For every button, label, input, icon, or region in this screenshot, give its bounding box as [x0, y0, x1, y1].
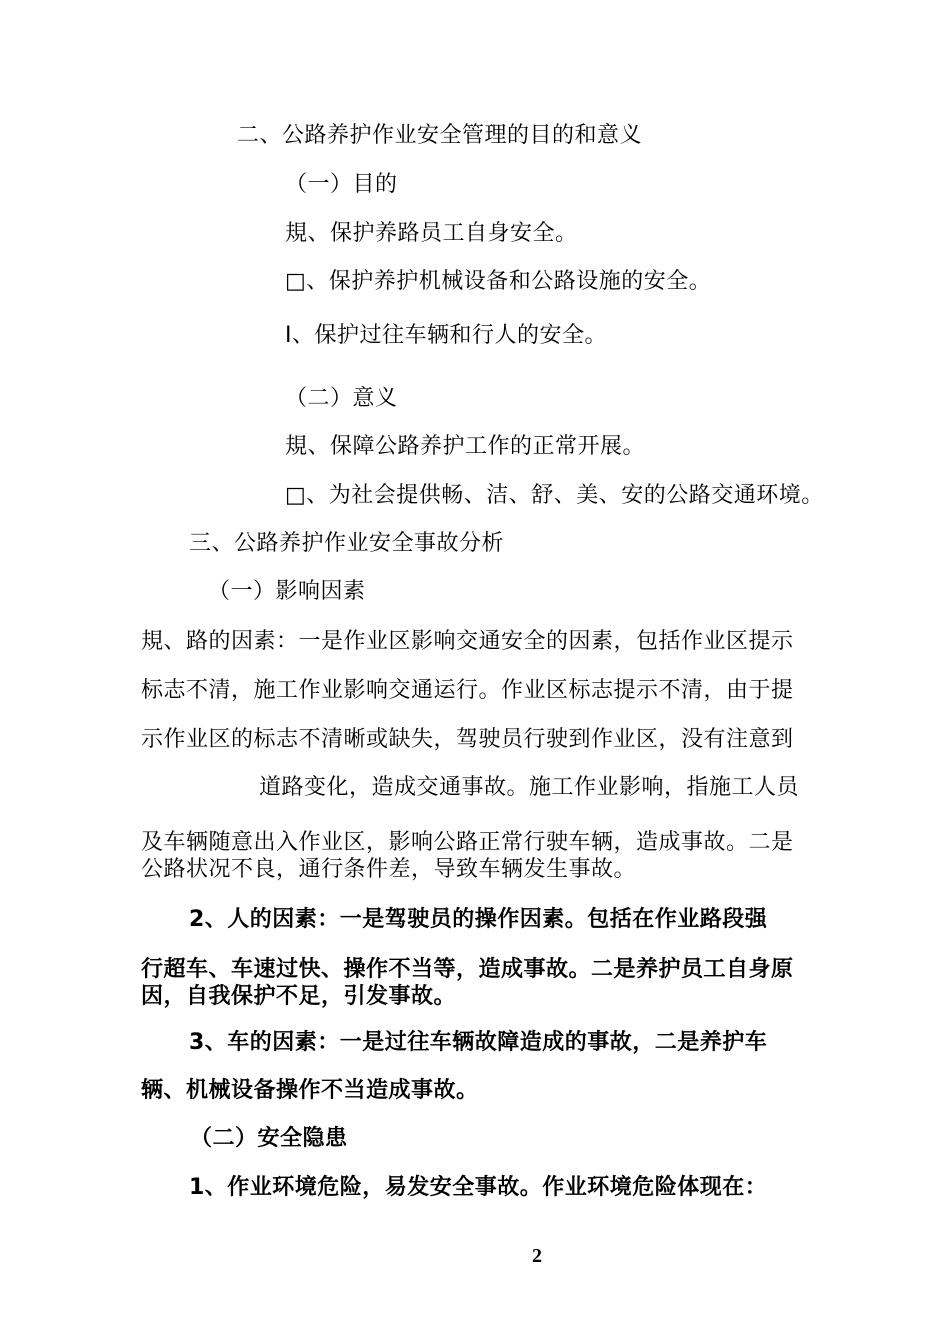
section-heading-3: 三、公路养护作业安全事故分析: [189, 531, 505, 556]
paragraph-road-line-4: 道路变化，造成交通事故。施工作业影响，指施工人员: [259, 775, 800, 800]
subheading-factors: （一）影响因素: [208, 579, 366, 604]
paragraph-human-line-2: 行超车、车速过快、操作不当等，造成事故。二是养护员工自身原: [141, 957, 794, 982]
paragraph-road-line-5: 及车辆随意出入作业区，影响公路正常行驶车辆，造成事故。二是: [141, 830, 794, 855]
paragraph-human-line-1: 2、人的因素：一是驾驶员的操作因素。包括在作业路段强: [189, 907, 768, 932]
subheading-purpose: （一）目的: [285, 172, 398, 197]
paragraph-vehicle-line-2: 辆、机械设备操作不当造成事故。: [141, 1078, 479, 1103]
paragraph-road-line-6: 公路状况不良，通行条件差，导致车辆发生事故。: [141, 857, 637, 882]
paragraph-hazard-line-1: 1、作业环境危险，易发安全事故。作业环境危险体现在：: [189, 1175, 768, 1200]
paragraph-road-line-3: 示作业区的标志不清晰或缺失，驾驶员行驶到作业区，没有注意到: [141, 727, 794, 752]
subheading-significance: （二）意义: [285, 386, 398, 411]
significance-item-2: □、为社会提供畅、洁、舒、美、安的公路交通环境。: [285, 483, 824, 508]
significance-item-1: 規、保障公路养护工作的正常开展。: [285, 434, 646, 459]
subheading-hazards: （二）安全隐患: [190, 1126, 348, 1151]
paragraph-human-line-3: 因，自我保护不足，引发事故。: [141, 984, 457, 1009]
section-heading-2: 二、公路养护作业安全管理的目的和意义: [237, 123, 643, 148]
purpose-item-2: □、保护养护机械设备和公路设施的安全。: [285, 269, 712, 294]
paragraph-road-line-1: 規、路的因素：一是作业区影响交通安全的因素，包括作业区提示: [141, 629, 794, 654]
purpose-item-1: 規、保护养路员工自身安全。: [285, 221, 578, 246]
paragraph-road-line-2: 标志不清，施工作业影响交通运行。作业区标志提示不清，由于提: [141, 678, 794, 703]
paragraph-vehicle-line-1: 3、车的因素：一是过往车辆故障造成的事故，二是养护车: [189, 1030, 768, 1055]
page-number: 2: [532, 1245, 542, 1267]
purpose-item-3: I、保护过往车辆和行人的安全。: [285, 323, 607, 348]
